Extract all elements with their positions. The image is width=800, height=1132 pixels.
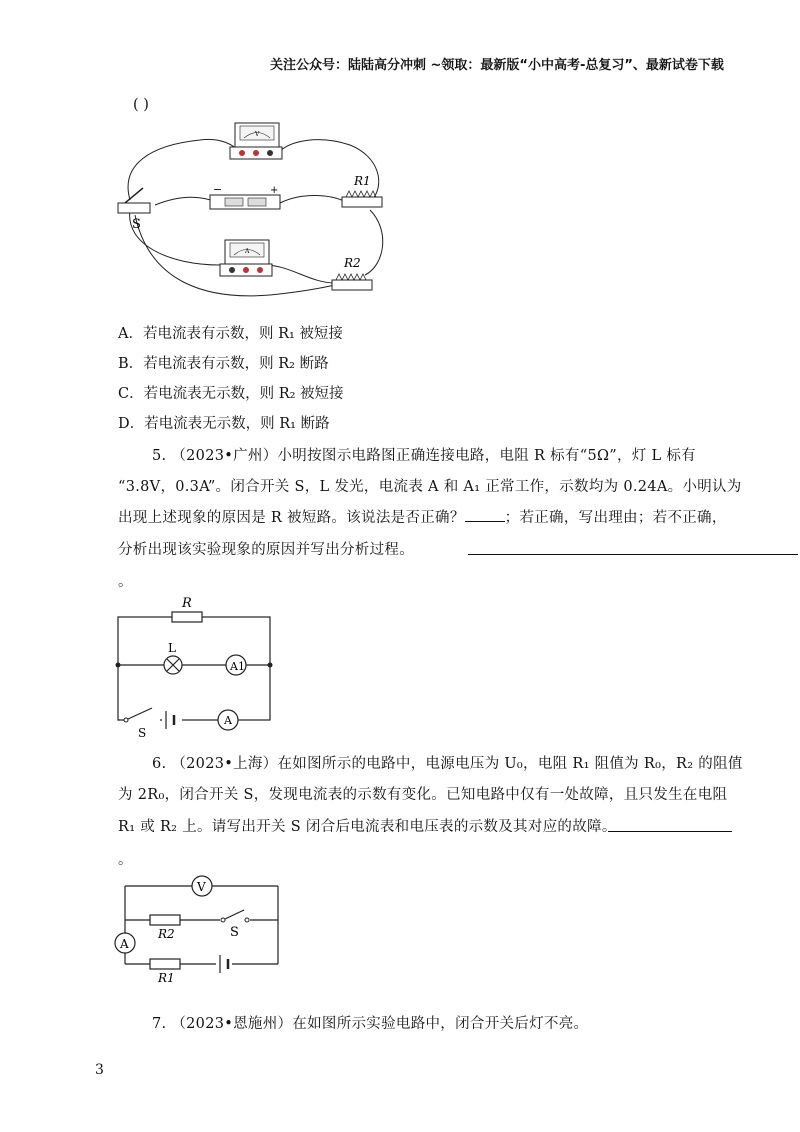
- v-label: V: [197, 880, 206, 894]
- resistor-r2-device: [332, 256, 372, 290]
- switch-label: S: [132, 217, 141, 232]
- battery-plus: +: [270, 185, 279, 196]
- q6-answer-blank[interactable]: [608, 815, 732, 832]
- q6-line-2: 为 2R₀，闭合开关 S，发现电流表的示数有变化。已知电路中仅有一处故障，且只发生在电阻: [118, 787, 728, 803]
- q4-circuit-figure: [110, 115, 400, 305]
- r-label: R: [182, 596, 192, 611]
- q6-line-1: 6. （2023•上海）在如图所示的电路中，电源电压为 U₀，电阻 R₁ 阻值为 R₀，R₂ 的阻值: [152, 756, 743, 772]
- r2-label: R2: [344, 256, 361, 270]
- ammeter-device: [220, 240, 272, 276]
- option-c: C．若电流表无示数，则 R₂ 被短接: [118, 386, 344, 402]
- battery-minus: −: [213, 183, 223, 196]
- a1-label: A1: [230, 660, 245, 673]
- q6-circuit-diagram: [110, 870, 285, 985]
- resistor-r1: [150, 959, 180, 969]
- page-number: 3: [95, 1062, 104, 1078]
- r1-label: R1: [158, 971, 175, 985]
- svg-text:A: A: [245, 248, 250, 255]
- voltmeter-device: [230, 123, 282, 159]
- resistor-r1-device: [342, 174, 382, 207]
- q5-answer-blank-1[interactable]: [465, 507, 505, 522]
- q5-end: 。: [118, 574, 133, 590]
- option-d: D．若电流表无示数，则 R₁ 断路: [118, 416, 330, 432]
- a-label: A: [120, 937, 129, 951]
- a-label: A: [224, 714, 232, 727]
- q6-line-3: R₁ 或 R₂ 上。请写出开关 S 闭合后电流表和电压表的示数及其对应的故障。: [118, 819, 617, 835]
- resistor-r: [172, 612, 202, 622]
- lamp-l: [164, 656, 182, 674]
- q5-line-3b: ；若正确，写出理由；若不正确，: [504, 510, 727, 526]
- q5-line-1: 5. （2023•广州）小明按图示电路图正确连接电路，电阻 R 标有“5Ω”，灯 L 标有: [152, 448, 696, 464]
- resistor-r2: [150, 915, 180, 925]
- svg-text:V: V: [255, 131, 260, 138]
- switch-device: [118, 188, 150, 232]
- q5-answer-blank-2[interactable]: [468, 538, 798, 555]
- option-b: B．若电流表有示数，则 R₂ 断路: [118, 356, 329, 372]
- r1-label: R1: [354, 174, 371, 188]
- q5-line-4: 分析出现该实验现象的原因并写出分析过程。: [118, 542, 414, 558]
- s-label: S: [230, 925, 239, 940]
- option-a: A．若电流表有示数，则 R₁ 被短接: [118, 326, 343, 342]
- r2-label: R2: [158, 927, 175, 941]
- q5-line-2: “3.8V，0.3A”。闭合开关 S，L 发光，电流表 A 和 A₁ 正常工作，示数均为 0.24A。小明认为: [118, 479, 742, 495]
- s-label: S: [138, 726, 147, 740]
- answer-paren: ( ): [133, 97, 149, 113]
- page-header: 关注公众号：陆陆高分冲刺 ~领取：最新版“小中高考-总复习”、最新试卷下载: [270, 58, 724, 73]
- q5-line-3a: 出现上述现象的原因是 R 被短路。该说法是否正确？: [118, 510, 465, 526]
- q7-line-1: 7. （2023•恩施州）在如图所示实验电路中，闭合开关后灯不亮。: [152, 1016, 589, 1032]
- q6-end: 。: [118, 852, 133, 868]
- battery-holder: [210, 183, 280, 209]
- q5-circuit-diagram: [108, 595, 288, 740]
- lamp-label: L: [168, 641, 176, 655]
